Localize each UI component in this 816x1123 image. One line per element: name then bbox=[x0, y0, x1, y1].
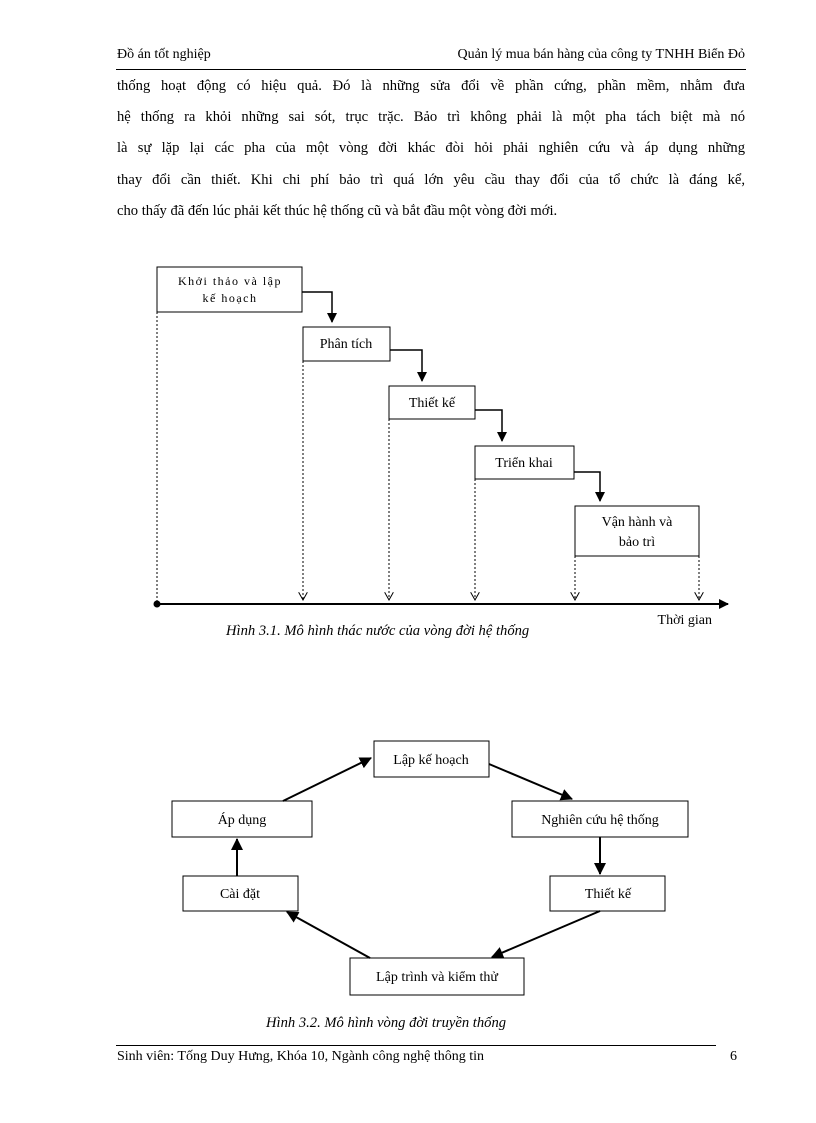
step-arrow bbox=[390, 350, 422, 381]
time-axis-label: Thời gian bbox=[657, 613, 712, 628]
paragraph-line: cho thấy đã đến lúc phải kết thúc hệ thống cũ và bắt đầu một vòng đời mới. bbox=[117, 202, 558, 219]
node-label-coding: Lập trình và kiểm thử bbox=[376, 970, 498, 985]
footer-left: Sinh viên: Tống Duy Hưng, Khóa 10, Ngành công nghệ thông tin bbox=[117, 1049, 485, 1064]
header-right: Quản lý mua bán hàng của công ty TNHH Biển Đỏ bbox=[457, 47, 745, 62]
cycle-arrow bbox=[287, 912, 370, 958]
step-arrow bbox=[574, 472, 600, 501]
paragraph-line: thay đổi cần thiết. Khi chi phí bảo trì quá lớn yêu cầu thay đổi của tổ chức là đáng kể, bbox=[117, 171, 745, 188]
step-arrow bbox=[302, 292, 332, 322]
step-arrow bbox=[475, 410, 502, 441]
node-label-design: Thiết kế bbox=[584, 887, 632, 902]
step-label-deployment: Triển khai bbox=[495, 456, 553, 471]
footer-rule bbox=[116, 1045, 716, 1046]
step-label-analysis: Phân tích bbox=[319, 337, 373, 352]
step-label-planning-2: kế hoạch bbox=[202, 291, 258, 305]
figure1-caption: Hình 3.1. Mô hình thác nước của vòng đời hệ thống bbox=[226, 623, 530, 639]
page-number: 6 bbox=[730, 1049, 737, 1064]
step-label-design: Thiết kế bbox=[408, 396, 456, 411]
cycle-arrow bbox=[492, 911, 600, 957]
paragraph-line: hệ thống ra khỏi những sai sót, trục trặc. Bảo trì không phải là một pha tách biệt mà nó bbox=[117, 109, 745, 126]
node-label-planning: Lập kế hoạch bbox=[393, 753, 469, 768]
step-label-operation-1: Vận hành và bbox=[601, 515, 673, 530]
node-label-apply: Áp dụng bbox=[217, 813, 267, 828]
cycle-arrow bbox=[283, 758, 371, 801]
figure2-caption: Hình 3.2. Mô hình vòng đời truyền thống bbox=[266, 1015, 507, 1031]
paragraph-line: là sự lặp lại các pha của một vòng đời khác đòi hỏi phải nghiên cứu và áp dụng những bbox=[117, 140, 745, 157]
lifecycle-cycle-diagram bbox=[0, 720, 816, 1010]
header-left: Đồ án tốt nghiệp bbox=[117, 47, 211, 62]
step-label-operation-2: bảo trì bbox=[618, 535, 656, 550]
paragraph-line: thống hoạt động có hiệu quả. Đó là những sửa đổi về phần cứng, phần mềm, nhằm đưa bbox=[117, 78, 745, 94]
cycle-arrow bbox=[489, 764, 572, 799]
node-label-research: Nghiên cứu hệ thống bbox=[541, 813, 659, 828]
step-label-planning-1: Khởi thảo và lập bbox=[178, 274, 282, 288]
node-label-install: Cài đặt bbox=[219, 887, 261, 902]
